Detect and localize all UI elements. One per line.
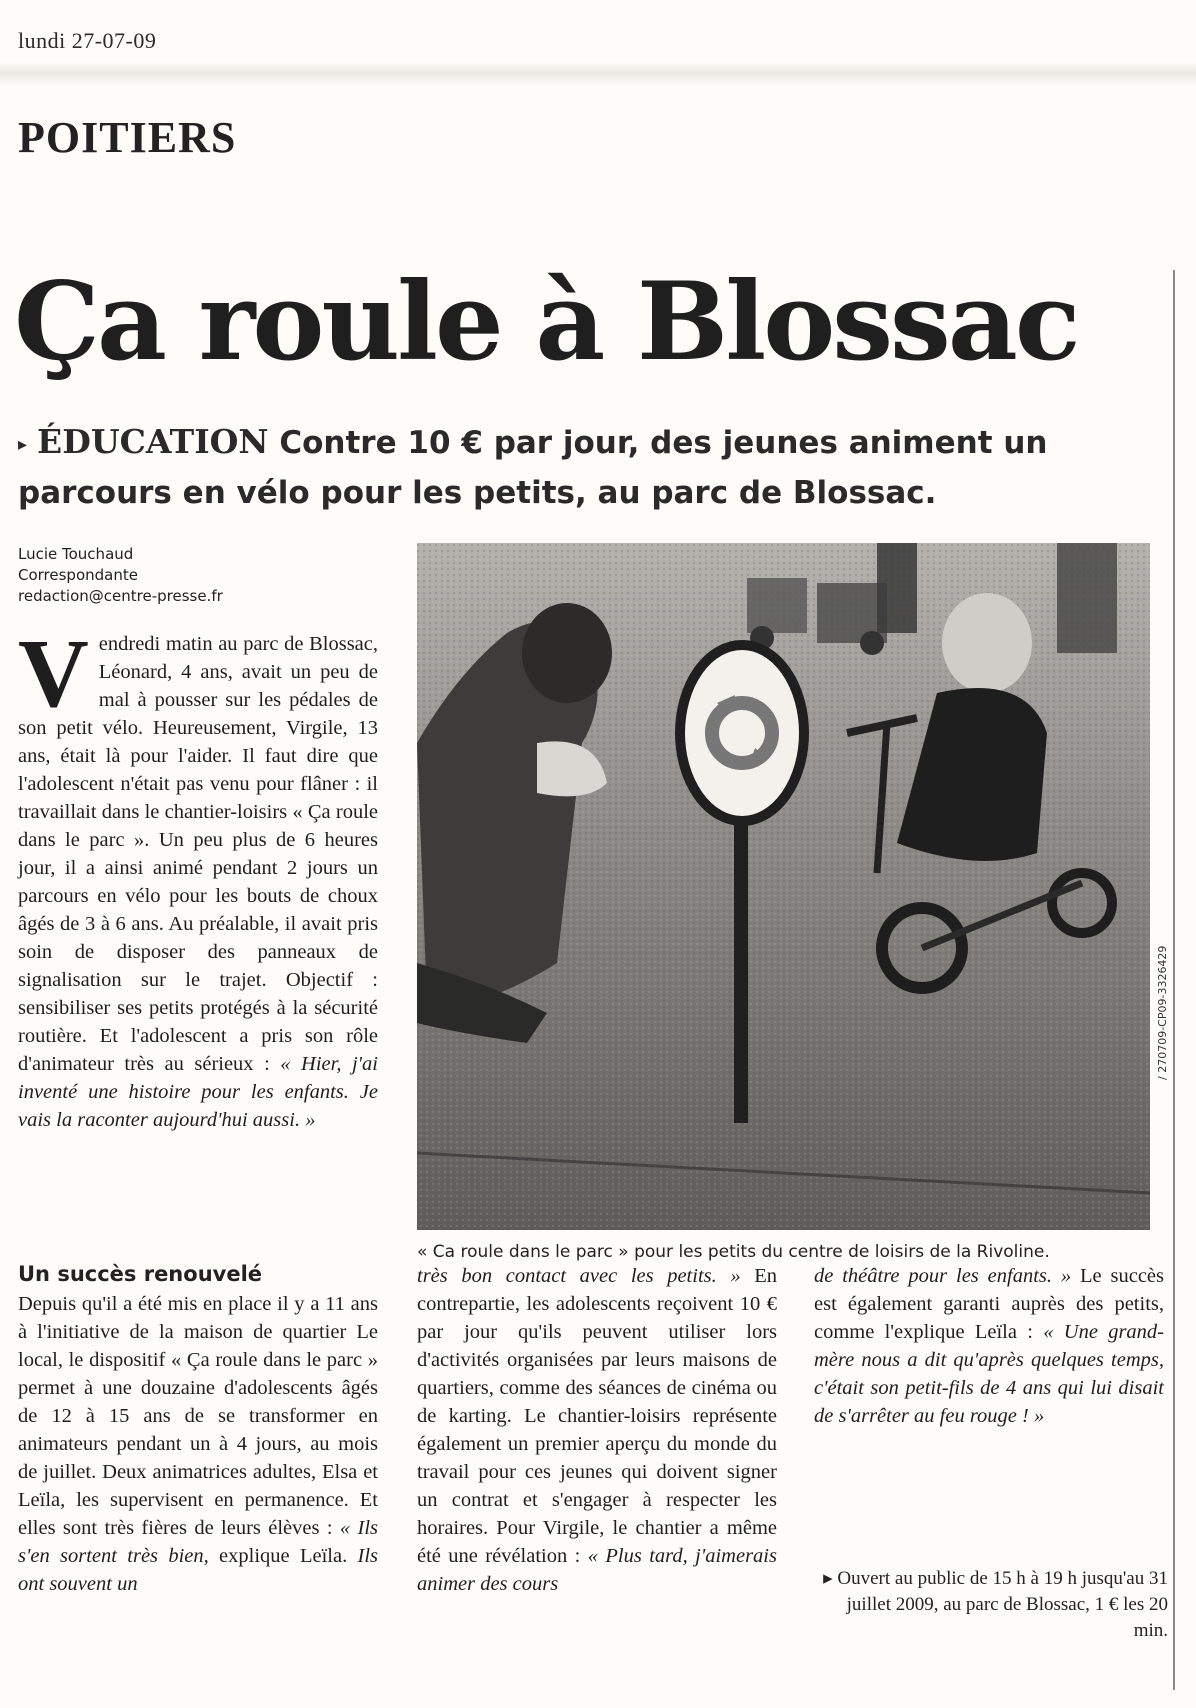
body-column-3 (814, 1262, 1164, 1430)
article-photo (417, 543, 1150, 1230)
col2-text: En contrepartie, les adolescents reçoivent 10 € par jour qu'ils peuvent utiliser lors d'activités organisées par leurs maisons de quartiers, comme des séances de cinéma ou de karting. Le chantier-loisirs représente également un premier aperçu du monde du travail pour ces jeunes qui doivent signer un contrat et s'engager à respecter les horaires. Pour Virgile, le chantier a même été une révélation : (417, 1265, 777, 1567)
col3-text: Le succès est également garanti auprès des petits, comme l'explique Leïla : (814, 1265, 1164, 1343)
triangle-bullet-icon: ▸ (823, 1568, 838, 1589)
practical-info (818, 1566, 1168, 1644)
col1-quote-1: « Ils s'en sortent très bien, (18, 1517, 379, 1567)
col3-quote-start: de théâtre pour les enfants. » (814, 1265, 1072, 1287)
lead-paragraph (18, 620, 378, 1134)
col1-text: Depuis qu'il a été mis en place il y a 11 ans à l'initiative de la maison de quartier Le local, le dispositif « Ça roule dans le parc » permet à une douzaine d'adolescents âgés de 12 à 15 ans de se transformer en animateurs pendant un à 4 jours, au mois de juillet. Deux animatrices adultes, Elsa et Leïla, les supervisent en permanence. Et elles sont très fières de leurs élèves : (18, 1293, 378, 1539)
standfirst (18, 418, 1168, 517)
col2-quote-start: très bon contact avec les petits. » (417, 1265, 741, 1287)
headline: Ça roule à Blossac (14, 259, 1078, 385)
drop-cap: V (18, 620, 89, 728)
col1-quote-2: Ils ont souvent un (18, 1545, 378, 1595)
photo-reference-code: / 270709-CP09-3326429 (1156, 945, 1169, 1080)
lead-text: endredi matin au parc de Blossac, Léonard, 4 ans, avait un peu de mal à pousser sur les pédales de son petit vélo. Heureusement, Virgile, 13 ans, était là pour l'aider. Il faut dire que l'adolescent n'était pas venu pour flâner : il travaillait dans le chantier-loisirs « Ça roule dans le parc ». Un peu plus de 6 heures jour, il a ainsi animé pendant 2 jours un parcours en vélo pour les bouts de choux âgés de 3 à 6 ans. Au préalable, il avait pris soin de disposer des panneaux de signalisation sur le trajet. Objectif : sensibiliser ses petits protégés à la sécurité routière. Et l'adolescent a pris son rôle d'animateur très au sérieux : (18, 633, 378, 1075)
lead-quote: « Hier, j'ai inventé une histoire pour les enfants. Je vais la raconter aujourd'hui aussi. » (18, 1053, 378, 1131)
header-rule (0, 62, 1196, 86)
byline-email: redaction@centre-presse.fr (18, 587, 223, 605)
standfirst-text: Contre 10 € par jour, des jeunes animent un parcours en vélo pour les petits, au parc de Blossac. (18, 425, 1048, 511)
byline-author: Lucie Touchaud (18, 545, 134, 563)
col2-quote-end: « Plus tard, j'aimerais animer des cours (417, 1545, 777, 1595)
byline-role: Correspondante (18, 566, 138, 584)
edition-date: lundi 27-07-09 (18, 28, 157, 53)
byline (18, 544, 223, 607)
section-title: POITIERS (18, 113, 237, 162)
col1-mid: explique Leïla. (208, 1545, 358, 1567)
info-text: Ouvert au public de 15 h à 19 h jusqu'au 31 juillet 2009, au parc de Blossac, 1 € les 20 min. (837, 1568, 1168, 1641)
body-column-2 (417, 1262, 777, 1598)
body-column-1 (18, 1290, 378, 1598)
column-rule (1173, 270, 1175, 1690)
photo-caption: « Ca roule dans le parc » pour les petits du centre de loisirs de la Rivoline. (417, 1242, 1050, 1262)
col3-quote-end: « Une grand-mère nous a dit qu'après quelques temps, c'était son petit-fils de 4 ans qui lui disait de s'arrêter au feu rouge ! » (814, 1321, 1164, 1427)
triangle-bullet-icon: ▸ (18, 433, 28, 455)
rubric-label: ÉDUCATION (37, 422, 269, 461)
subheading: Un succès renouvelé (18, 1262, 263, 1286)
